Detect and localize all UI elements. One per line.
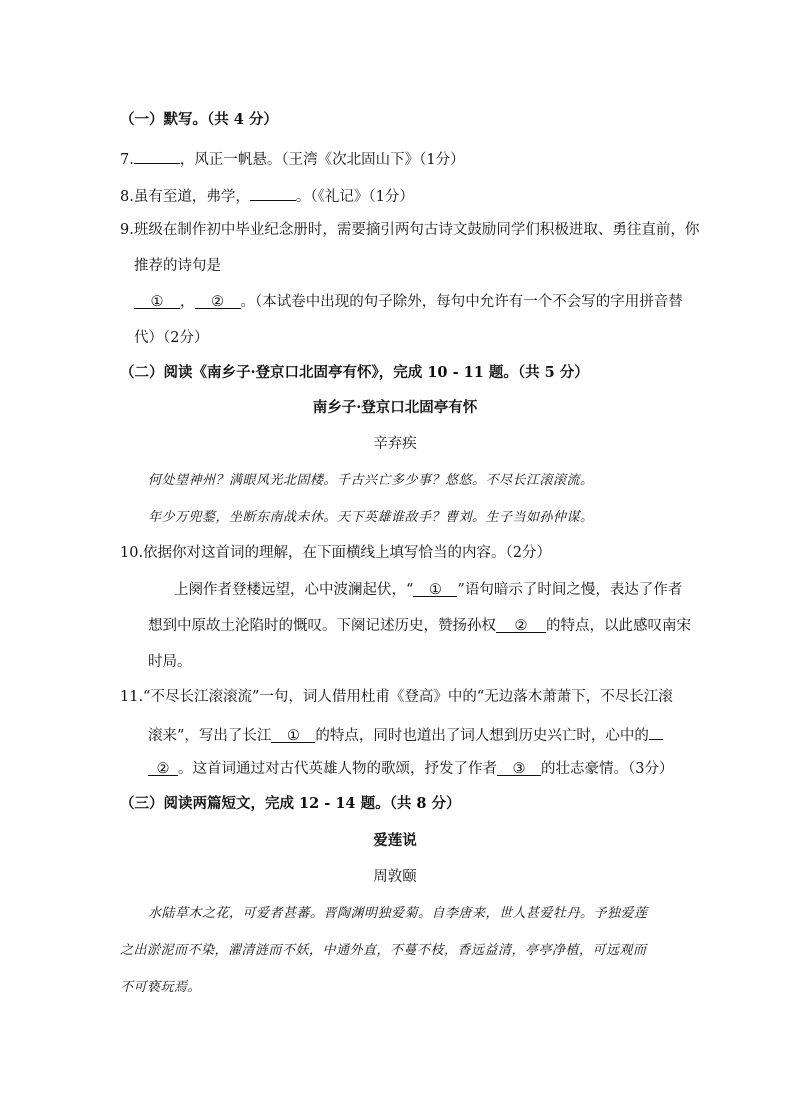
q11-line2-suffix: 的特点，同时也道出了词人想到历史兴亡时，心中的 bbox=[315, 728, 649, 744]
q8-text: 。（《礼记》（1分） bbox=[295, 189, 414, 205]
question-7 bbox=[120, 147, 465, 170]
q7-answer-blank[interactable] bbox=[134, 147, 180, 164]
q7-text: ，风正一帆悬。（王湾《次北固山下》（1分） bbox=[179, 152, 465, 168]
q11-blank-2[interactable]: ② bbox=[148, 759, 178, 776]
q7-number: 7. bbox=[120, 152, 134, 168]
q9-blank-1[interactable]: ① bbox=[134, 292, 180, 309]
q9-line3-text: 。（本试卷中出现的句子除外，每句中允许有一个不会写的字用拼音替 bbox=[240, 294, 683, 310]
question-9-line4: 代）（2分） bbox=[134, 330, 209, 346]
q10-blank-2[interactable]: ② bbox=[496, 616, 546, 633]
q10-line2-prefix: 上阕作者登楼远望，心中波澜起伏，“ bbox=[174, 582, 414, 598]
essay-line-3: 不可亵玩焉。 bbox=[120, 980, 202, 995]
q9-separator: ， bbox=[180, 294, 195, 310]
q9-blank-2[interactable]: ② bbox=[195, 292, 241, 309]
q11-line2-prefix: 滚来”，写出了长江 bbox=[148, 728, 272, 744]
poem-line-2: 年少万兜鍪，坐断东南战未休。天下英雄谁敌手？曹刘。生子当如孙仲谋。 bbox=[148, 510, 594, 525]
poem-author: 辛弃疾 bbox=[373, 436, 417, 452]
question-11-line1: 11.“不尽长江滚滚流”一句，词人借用杜甫《登高》中的“无边落木萧萧下，不尽长江滚 bbox=[120, 689, 673, 705]
poem-title: 南乡子·登京口北固亭有怀 bbox=[312, 399, 478, 416]
q11-blank-2-start[interactable] bbox=[649, 723, 663, 740]
q10-line2-suffix: ”语句暗示了时间之慢，表达了作者 bbox=[457, 582, 683, 598]
essay-line-2: 之出淤泥而不染，濯清涟而不妖，中通外直，不蔓不枝，香远益清，亭亭净植，可远观而 bbox=[120, 943, 647, 958]
q10-line3-prefix: 想到中原故土沦陷时的慨叹。下阕记述历史，赞扬孙权 bbox=[148, 618, 496, 634]
section-2-title: （二）阅读《南乡子·登京口北固亭有怀》，完成 10 - 11 题。（共 5 分） bbox=[120, 364, 589, 381]
q11-blank-3[interactable]: ③ bbox=[497, 759, 541, 776]
section-1-title: （一）默写。（共 4 分） bbox=[120, 111, 278, 128]
q8-prefix: 8.虽有至道，弗学， bbox=[120, 189, 250, 205]
section-3-title: （三）阅读两篇短文，完成 12 - 14 题。（共 8 分） bbox=[120, 795, 461, 812]
essay-line-1: 水陆草木之花，可爱者甚蕃。晋陶渊明独爱菊。自李唐来，世人甚爱牡丹。予独爱莲 bbox=[148, 906, 648, 921]
question-9-line3 bbox=[134, 292, 683, 312]
essay-title: 爱莲说 bbox=[373, 832, 417, 849]
question-10-line2 bbox=[174, 580, 682, 600]
q8-answer-blank[interactable] bbox=[250, 184, 296, 201]
question-9-line2: 推荐的诗句是 bbox=[134, 258, 221, 274]
question-10-line4: 时局。 bbox=[148, 654, 192, 670]
question-11-line3 bbox=[148, 759, 673, 779]
question-8 bbox=[120, 184, 414, 207]
q11-line3-middle: 。这首词通过对古代英雄人物的歌颂，抒发了作者 bbox=[178, 761, 497, 777]
question-11-line2 bbox=[148, 723, 663, 746]
question-10-line3 bbox=[148, 616, 691, 636]
q11-line3-suffix: 的壮志豪情。（3分） bbox=[541, 761, 674, 777]
essay-author: 周敦颐 bbox=[373, 869, 417, 885]
q10-line3-suffix: 的特点，以此感叹南宋 bbox=[546, 618, 691, 634]
poem-line-1: 何处望神州？满眼风光北固楼。千古兴亡多少事？悠悠。不尽长江滚滚流。 bbox=[148, 473, 594, 488]
q10-blank-1[interactable]: ① bbox=[413, 580, 457, 597]
question-10-line1: 10.依据你对这首词的理解，在下面横线上填写恰当的内容。（2分） bbox=[120, 545, 552, 561]
question-9-line1: 9.班级在制作初中毕业纪念册时，需要摘引两句古诗文鼓励同学们积极进取、勇往直前，你 bbox=[120, 222, 700, 238]
q11-blank-1[interactable]: ① bbox=[271, 726, 315, 743]
